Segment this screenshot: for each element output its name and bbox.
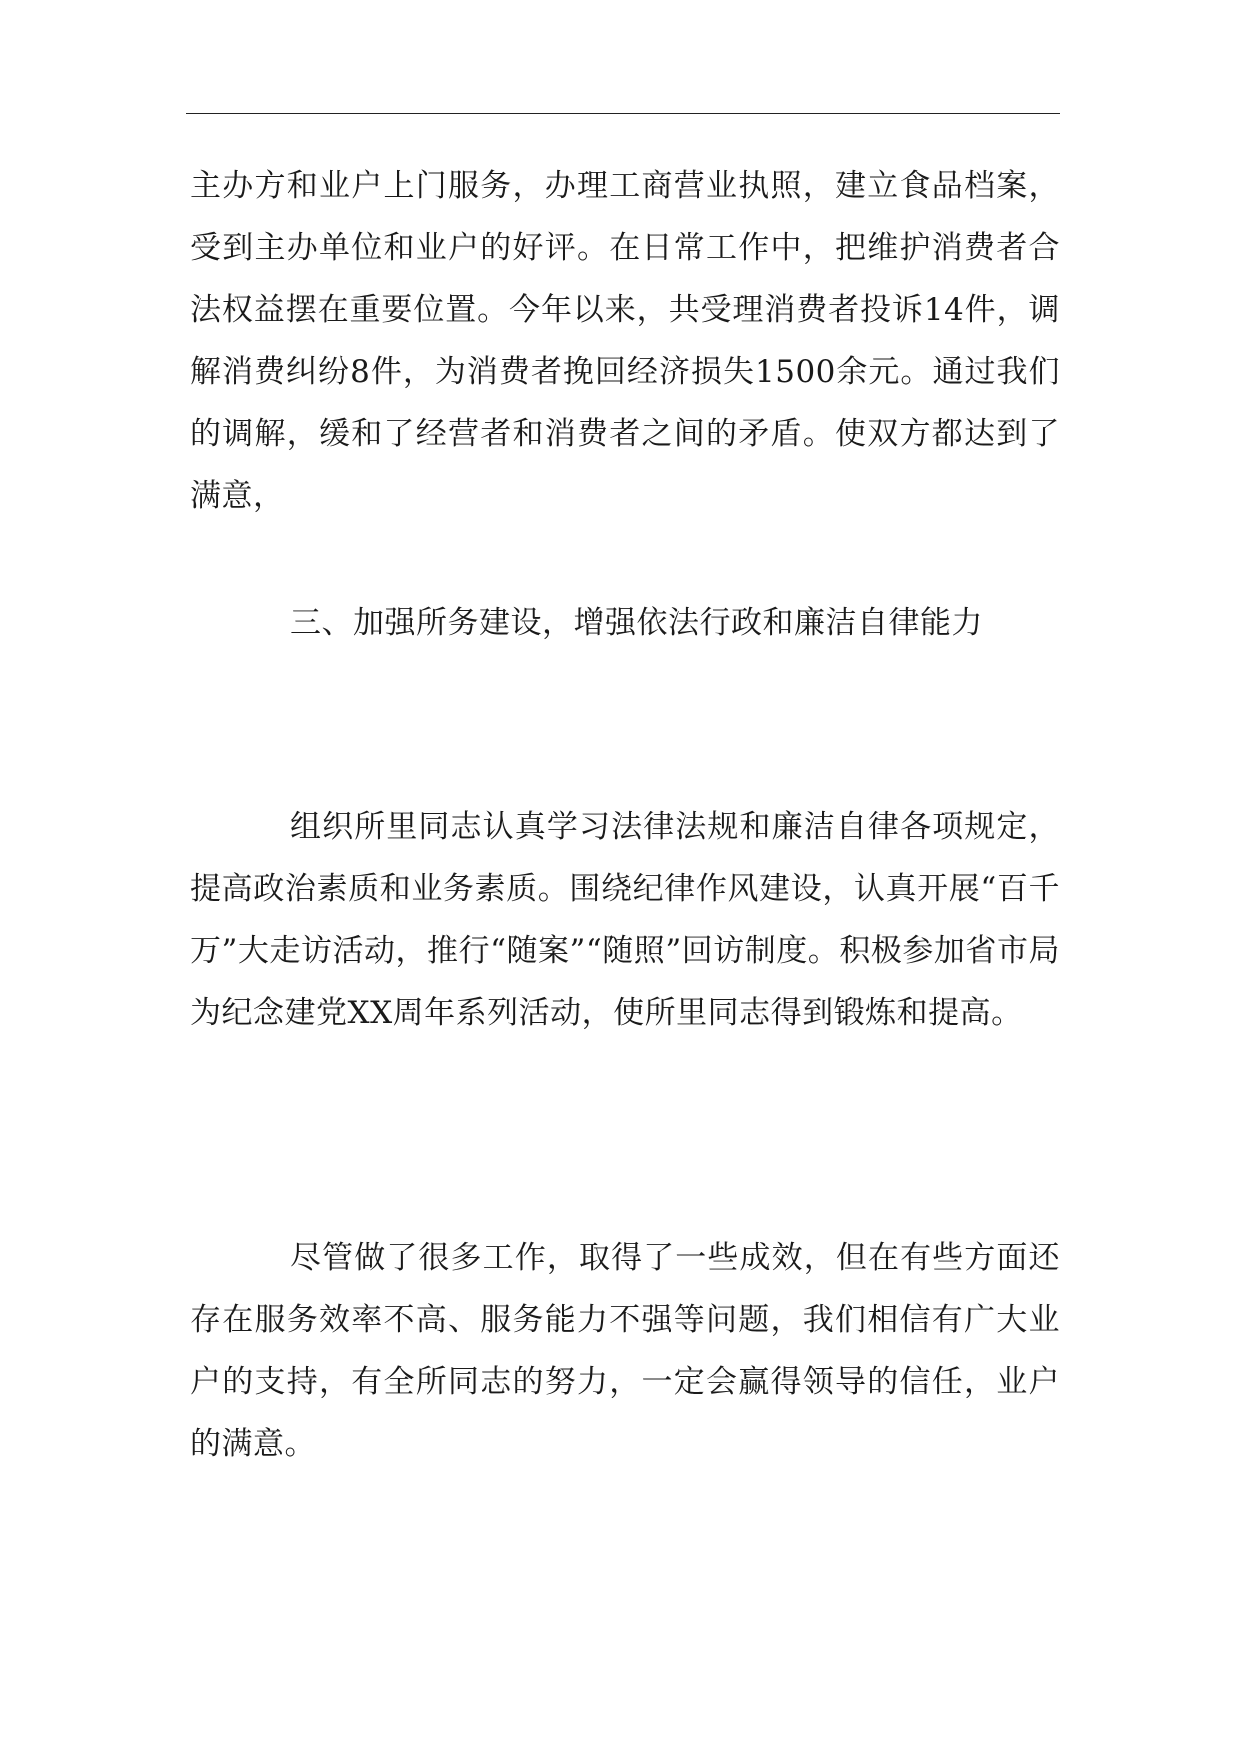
header-rule xyxy=(186,113,1060,114)
paragraph-2: 组织所里同志认真学习法律法规和廉洁自律各项规定，提高政治素质和业务素质。围绕纪律作风建设，认真开展“百千万”大走访活动，推行“随案”“随照”回访制度。积极参加省市局为纪念建党XX周年系列活动，使所里同志得到锻炼和提高。 xyxy=(190,809,1060,1031)
paragraph-1: 主办方和业户上门服务，办理工商营业执照，建立食品档案，受到主办单位和业户的好评。在日常工作中，把维护消费者合法权益摆在重要位置。今年以来，共受理消费者投诉14件，调解消费纠纷8件，为消费者挽回经济损失1500余元。通过我们的调解，缓和了经营者和消费者之间的矛盾。使双方都达到了满意， xyxy=(190,168,1060,514)
paragraph-3: 尽管做了很多工作，取得了一些成效，但在有些方面还存在服务效率不高、服务能力不强等问题，我们相信有广大业户的支持，有全所同志的努力，一定会赢得领导的信任，业户的满意。 xyxy=(190,1240,1060,1462)
section-heading: 三、加强所务建设，增强依法行政和廉洁自律能力 xyxy=(290,605,983,641)
